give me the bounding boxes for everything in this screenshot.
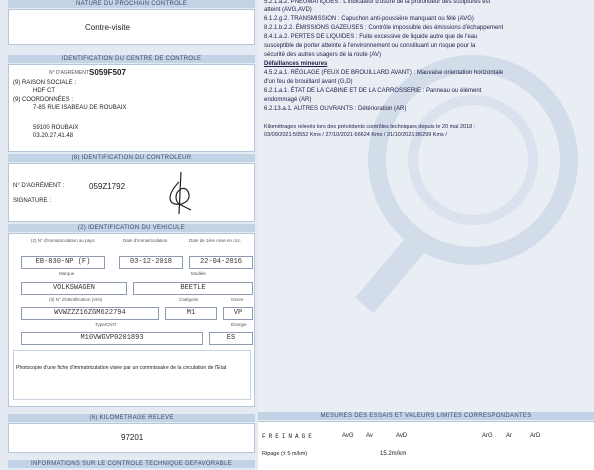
type-cnit-label: Type/CNIT xyxy=(95,322,117,327)
immat-label: (2) N° d'immatriculation au pays xyxy=(31,238,95,243)
vehicule-box xyxy=(8,233,255,407)
defect-line-6: susceptible de porter atteinte à l'environnement ou constituant un risque pour la xyxy=(264,43,476,49)
controleur-box xyxy=(8,163,255,222)
section-header-vehicule: (2) IDENTIFICATION DU VÉHICULE xyxy=(8,224,255,232)
km-history-values: 03/09/2021:50552 Kms / 27/10/2021:66624 Kms / 31/10/2021:86299 Kms / xyxy=(264,132,447,138)
signature-image xyxy=(161,170,201,218)
right-column xyxy=(258,0,594,470)
minor-line-1: 4.5.2.a.1. RÉGLAGE (FEUX DE BROUILLARD AVANT) : Mauvaise orientation horizontale xyxy=(264,70,504,76)
type-cnit-field: M10VWGVP0201893 xyxy=(21,332,203,345)
kilometrage-box xyxy=(8,423,255,453)
section-header-kilometrage: (6) KILOMÉTRAGE RELEVÉ xyxy=(8,414,255,422)
freinage-col-ard: ArD xyxy=(530,433,541,439)
centre-agrement-value: S059F507 xyxy=(89,68,126,77)
genre-field: VP xyxy=(223,307,253,320)
watermark-handle xyxy=(355,237,425,314)
centre-agrement-label: N° D'AGRÉMENT xyxy=(49,70,89,76)
date-first-label: Date de 1ère mise en circ. xyxy=(189,238,242,243)
minor-line-4: endommagé (AR) xyxy=(264,97,312,103)
left-column xyxy=(8,0,255,470)
date-immat-field: 03-12-2018 xyxy=(119,256,183,269)
vin-label: (3) N° d'identification (VIN) xyxy=(49,297,103,302)
marque-field: VOLKSWAGEN xyxy=(21,282,127,295)
immat-field: EB-830-NP (F) xyxy=(21,256,105,269)
freinage-col-arg: ArG xyxy=(482,433,493,439)
controleur-agrement-value: 059Z1792 xyxy=(89,182,126,191)
km-history-note: Kilométrages relevés lors des précédents contrôles techniques depuis le 20 mai 2018 : xyxy=(264,124,476,130)
raison-sociale-value: HDF CT xyxy=(33,88,55,94)
energie-label: Énergie xyxy=(231,322,247,327)
categorie-label: Catégorie xyxy=(179,297,199,302)
genre-label: Genre xyxy=(231,297,244,302)
controleur-agrement-label: N° D'AGRÉMENT : xyxy=(13,183,65,189)
energie-field: ES xyxy=(209,332,253,345)
city-value: 59100 ROUBAIX xyxy=(33,125,79,131)
mesures-box xyxy=(258,421,594,470)
next-control-box xyxy=(8,9,255,45)
centre-box xyxy=(8,64,255,152)
ripage-label: Ripage (± 5 m/km) xyxy=(262,451,308,457)
categorie-field: M1 xyxy=(165,307,217,320)
kilometrage-value: 97201 xyxy=(121,433,144,442)
address-value: 7-8S RUE ISABEAU DE ROUBAIX xyxy=(33,105,127,111)
ripage-value: 15.2m/km xyxy=(380,451,407,457)
minor-line-2: d'un feu de brouillard avant (G,D) xyxy=(264,79,353,85)
marque-label: Marque xyxy=(59,271,75,276)
next-control-value: Contre-visite xyxy=(85,23,130,32)
coordonnees-label: (9) COORDONNÉES : xyxy=(13,97,74,103)
date-immat-label: Date d'immatriculation xyxy=(123,238,168,243)
raison-sociale-label: (9) RAISON SOCIALE : xyxy=(13,80,77,86)
watermark-inner-ring xyxy=(408,95,538,225)
defect-line-4: 8.2.1.b.2.2. ÉMISSIONS GAZEUSES : Contrôle impossible des émissions d'échappement xyxy=(264,25,504,31)
minor-line-5: 6.2.13.a.1. AUTRES OUVRANTS : Détérioration (AR) xyxy=(264,106,407,112)
defect-line-3: 6.1.2.g.2. TRANSMISSION : Capuchon anti-poussière manquant ou fêlé (AVG) xyxy=(264,16,474,22)
vin-field: WVWZZZ16ZGM622794 xyxy=(21,307,159,320)
freinage-col-avg: AvG xyxy=(342,433,354,439)
defect-line-7: sécurité des autres usagers de la route (AV) xyxy=(264,52,381,58)
date-first-field: 22-04-2016 xyxy=(189,256,253,269)
freinage-col-avd: AvD xyxy=(396,433,408,439)
defect-line-1: 5.2.1.a.2. PNEUMATIQUES : L'indicateur d'usure de la profondeur des sculptures est xyxy=(264,0,491,5)
modele-field: BEETLE xyxy=(133,282,253,295)
section-header-controleur: (8) IDENTIFICATION DU CONTRÔLEUR xyxy=(8,154,255,162)
freinage-col-ar: Ar xyxy=(506,433,512,439)
section-header-mesures: MESURES DES ESSAIS ET VALEURS LIMITES CORRESPONDANTES xyxy=(258,412,594,420)
section-header-next-control: NATURE DU PROCHAIN CONTRÔLE xyxy=(8,0,255,8)
modele-label: Modèle xyxy=(191,271,206,276)
note-text: Photocopie d'une fiche d'immatriculation visée par un commissaire de la circulation de l'Etat xyxy=(16,365,227,371)
section-header-defavorable: INFORMATIONS SUR LE CONTRÔLE TECHNIQUE DÉFAVORABLE xyxy=(8,460,255,468)
defect-line-2: atteint (AVG,AVD) xyxy=(264,7,312,13)
section-header-centre: IDENTIFICATION DU CENTRE DE CONTRÔLE xyxy=(8,55,255,63)
freinage-label: FREINAGE xyxy=(262,433,315,440)
signature-label: SIGNATURE : xyxy=(13,198,51,204)
phone-value: 03.20.27.41.48 xyxy=(33,133,74,139)
freinage-col-av: Av xyxy=(366,433,373,439)
defect-line-5: 8.4.1.a.2. PERTES DE LIQUIDES : Fuite excessive de liquide autre que de l'eau xyxy=(264,34,478,40)
note-box xyxy=(13,350,251,400)
minor-line-3: 6.2.1.a.1. ÉTAT DE LA CABINE ET DE LA CARROSSERIE : Panneau ou élément xyxy=(264,88,482,94)
minor-defects-title: Défaillances mineures xyxy=(264,61,328,67)
